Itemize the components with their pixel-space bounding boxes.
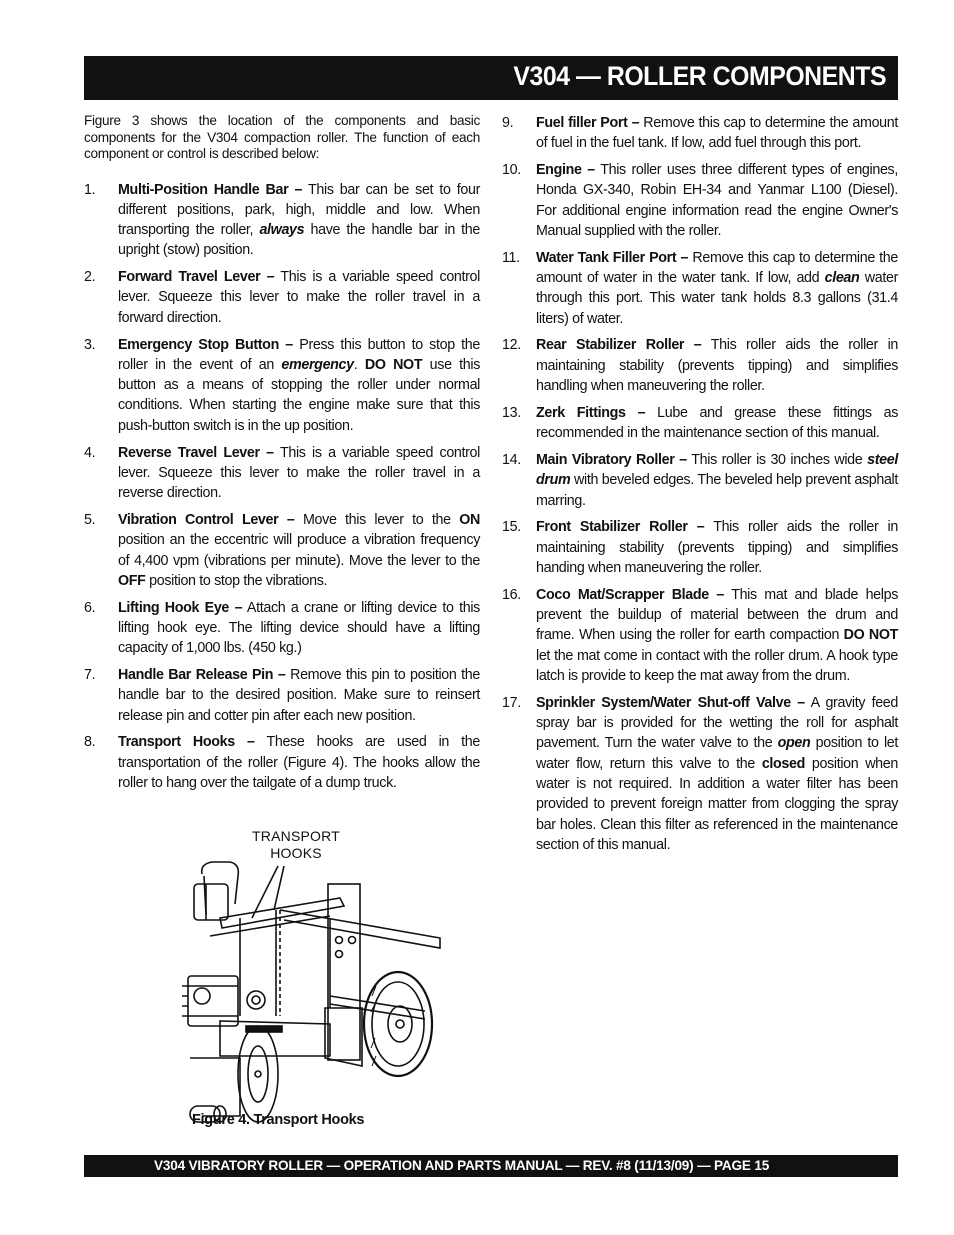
list-item bbox=[84, 335, 480, 436]
item-text: Remove this cap to determine the amount of fuel in the fuel tank. If low, add fuel through this port. bbox=[536, 115, 898, 152]
item-title: Reverse Travel Lever – bbox=[118, 444, 274, 461]
item-text: This roller is 30 inches wide bbox=[686, 451, 868, 468]
item-text: A gravity feed spray bar is provided for the wetting the roll for asphalt pavement. Turn the water valve to the bbox=[536, 694, 899, 752]
item-title: Forward Travel Lever – bbox=[118, 269, 275, 286]
item-text: Remove this cap to determine the amount of water in the water tank. If low, add bbox=[536, 249, 898, 287]
item-number: 10. bbox=[502, 162, 521, 179]
item-title: Lifting Hook Eye – bbox=[118, 599, 243, 616]
item-text: with beveled edges. The beveled help prevent asphalt marring. bbox=[536, 472, 898, 509]
item-text: Attach a crane or lifting device to this lifting hook eye. The lifting device should have a lifting capacity of 1,000 lbs. (450 kg.) bbox=[118, 599, 480, 657]
item-text: Lube and grease these fittings as recommended in the maintenance section of this manual. bbox=[536, 404, 898, 442]
intro-paragraph: Figure 3 shows the location of the components and basic components for the V304 compaction roller. The function of each component or control is described below: bbox=[84, 113, 480, 161]
item-text: Remove this pin to position the handle bar to the desired position. Make sure to reinsert release pin and cotter pin after each new position. bbox=[118, 667, 480, 724]
item-number: 13. bbox=[502, 404, 521, 421]
list-item bbox=[502, 585, 898, 686]
item-emphasis: emergency bbox=[281, 356, 354, 373]
item-text: position to stop the vibrations. bbox=[145, 572, 328, 589]
item-title: Vibration Control Lever – bbox=[118, 511, 295, 528]
item-title: Engine – bbox=[536, 162, 595, 179]
item-emphasis: open bbox=[777, 735, 811, 752]
item-text: This is a variable speed control lever. Squeeze this lever to make the roller travel in a forward direction. bbox=[118, 269, 480, 326]
item-text: have the handle bar in the upright (stow) position. bbox=[118, 222, 481, 259]
item-number: 8. bbox=[84, 734, 96, 751]
item-title: Emergency Stop Button – bbox=[118, 336, 293, 353]
list-item bbox=[502, 248, 898, 329]
footer-text: V304 VIBRATORY ROLLER — OPERATION AND PARTS MANUAL — REV. #8 (11/13/09) — PAGE 15 bbox=[154, 1158, 770, 1173]
list-item bbox=[502, 335, 898, 396]
list-item bbox=[84, 598, 480, 659]
item-text: position an the eccentric will produce a vibration frequency of 4,400 vpm (vibrations per minute). Move the lever to the bbox=[118, 532, 480, 569]
list-item bbox=[502, 693, 898, 855]
item-number: 15. bbox=[502, 519, 521, 536]
transport-hooks-figure bbox=[180, 826, 470, 1131]
item-text: This bar can be set to four different positions, park, high, middle and low. When transporting the roller, bbox=[118, 181, 480, 239]
item-emphasis: DO NOT bbox=[843, 627, 898, 644]
item-title: Coco Mat/Scrapper Blade – bbox=[536, 586, 724, 603]
item-title: Front Stabilizer Roller – bbox=[536, 519, 705, 536]
list-item bbox=[502, 113, 898, 154]
figure-label-line1: TRANSPORT bbox=[252, 828, 340, 844]
item-number: 9. bbox=[502, 115, 514, 131]
item-emphasis: closed bbox=[761, 755, 806, 772]
item-number: 17. bbox=[502, 694, 521, 711]
list-item bbox=[502, 403, 898, 444]
item-text: This roller uses three different types of engines, Honda GX-340, Robin EH-34 and Yanmar L100 (Diesel). For additional engine information read the engine Owner's Manual supplied with the roller. bbox=[536, 162, 898, 239]
item-title: Sprinkler System/Water Shut-off Valve – bbox=[536, 694, 805, 711]
item-text: let the mat come in contact with the roller drum. A hook type latch is provide to keep the mat away from the drum. bbox=[536, 647, 898, 684]
item-text: water through this port. This water tank holds 8.3 gallons (31.4 liters) of water. bbox=[536, 270, 898, 327]
item-number: 7. bbox=[84, 667, 96, 684]
item-text: This roller aids the roller in maintaining stability (prevents tipping) and simplifies handling when maneuvering the roller. bbox=[536, 337, 898, 395]
item-emphasis: steel drum bbox=[536, 451, 898, 489]
list-item bbox=[502, 450, 898, 511]
item-text: position when water is not required. In addition a water filter has been provided to prevent foreign matter from clogging the spray bar holes. Clean this filter as referenced in the maintenance section of this manual. bbox=[536, 755, 898, 853]
item-text: position to let water flow, return this valve to the bbox=[536, 735, 898, 772]
item-emphasis: OFF bbox=[118, 572, 146, 589]
figure-label-line2: HOOKS bbox=[270, 845, 322, 861]
item-title: Zerk Fittings – bbox=[536, 404, 646, 421]
list-item bbox=[84, 510, 480, 591]
item-text: This is a variable speed control lever. Squeeze this lever to make the roller travel in a reverse direction. bbox=[118, 444, 480, 502]
item-number: 2. bbox=[84, 269, 96, 286]
item-title: Water Tank Filler Port – bbox=[536, 249, 689, 266]
item-emphasis: always bbox=[259, 222, 305, 239]
item-text: . bbox=[353, 356, 365, 373]
item-text: These hooks are used in the transportation of the roller (Figure 4). The hooks allow the roller to hang over the tailgate of a dump truck. bbox=[118, 734, 480, 792]
item-text: Press this button to stop the roller in the event of an bbox=[118, 336, 480, 373]
roller-illustration bbox=[180, 826, 470, 1131]
item-number: 6. bbox=[84, 599, 96, 616]
list-item bbox=[502, 160, 898, 241]
page-title: V304 — ROLLER COMPONENTS bbox=[513, 61, 886, 91]
item-text: Move this lever to the bbox=[294, 511, 460, 528]
list-item bbox=[84, 180, 480, 261]
item-text: This mat and blade helps prevent the buildup of material between the drum and frame. When using the roller for earth compaction bbox=[536, 586, 898, 644]
right-column bbox=[502, 113, 898, 862]
header-bar bbox=[84, 56, 898, 100]
list-item bbox=[84, 665, 480, 726]
item-text: use this button as a means of stopping the roller under normal conditions. When starting the engine make sure that this push-button switch is in the up position. bbox=[118, 356, 480, 434]
item-number: 12. bbox=[502, 337, 521, 354]
item-number: 16. bbox=[502, 586, 521, 603]
list-item bbox=[84, 732, 480, 793]
item-emphasis: DO NOT bbox=[364, 356, 423, 373]
figure-caption: Figure 4. Transport Hooks bbox=[192, 1112, 365, 1128]
item-title: Fuel filler Port – bbox=[536, 115, 640, 131]
item-number: 4. bbox=[84, 444, 96, 461]
list-item bbox=[84, 443, 480, 504]
item-title: Multi-Position Handle Bar – bbox=[118, 181, 303, 198]
list-item bbox=[502, 517, 898, 578]
item-number: 11. bbox=[502, 249, 520, 266]
left-column bbox=[84, 113, 480, 800]
item-title: Rear Stabilizer Roller – bbox=[536, 337, 702, 354]
item-emphasis: ON bbox=[459, 511, 480, 528]
footer-bar bbox=[84, 1155, 898, 1177]
item-text: This roller aids the roller in maintaining stability (prevents tipping) and simplifies handing when maneuvering the roller. bbox=[536, 519, 898, 576]
item-number: 3. bbox=[84, 336, 96, 353]
item-number: 5. bbox=[84, 511, 96, 528]
item-number: 14. bbox=[502, 451, 521, 468]
item-title: Transport Hooks – bbox=[118, 734, 255, 751]
item-title: Handle Bar Release Pin – bbox=[118, 667, 286, 684]
item-title: Main Vibratory Roller – bbox=[536, 451, 687, 468]
item-emphasis: clean bbox=[824, 270, 860, 287]
item-number: 1. bbox=[84, 181, 96, 198]
list-item bbox=[84, 267, 480, 328]
